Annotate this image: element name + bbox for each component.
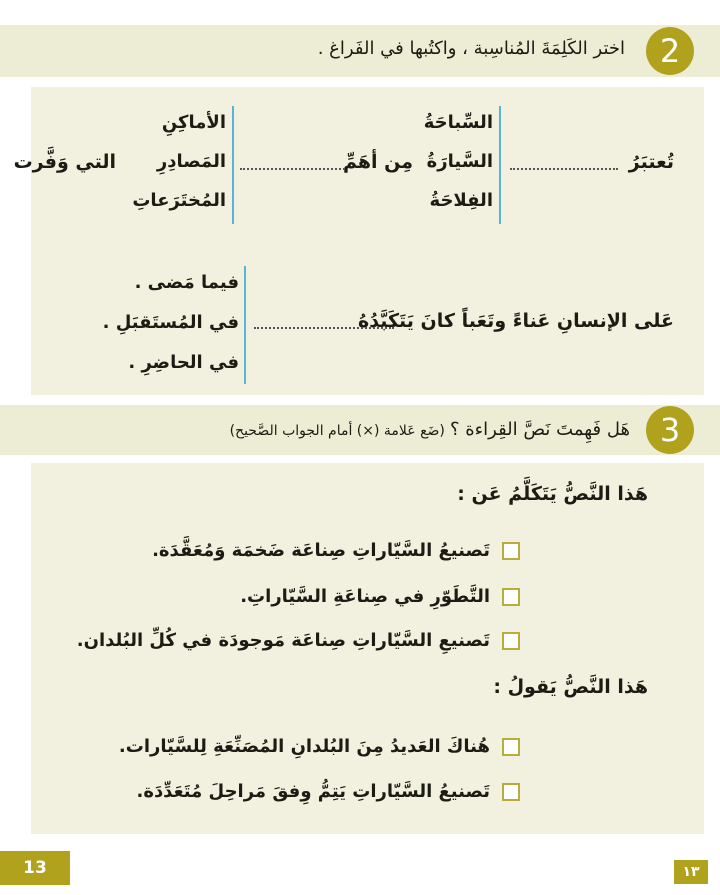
sentence-1-option-b1: الأماكِنِ: [161, 112, 226, 133]
checkbox[interactable]: [502, 738, 520, 756]
sentence-1-option-a3: الفِلاحَةُ: [429, 190, 493, 211]
exercise-3-question: هَل فَهِمتَ نَصَّ القِراءة ؟: [449, 419, 630, 440]
sentence-2-text: عَلى الإنسانِ عَناءً وتَعَباً كانَ يَتَكَبَّدُهُ: [358, 310, 674, 332]
sentence-1-option-b2: المَصادِرِ: [156, 151, 226, 172]
choice-text: تَصنيعِ السَّيّاراتِ صِناعَة مَوجودَة في كُلِّ البُلدان.: [76, 630, 490, 651]
question-1-choice-3[interactable]: [77, 630, 520, 651]
choice-text: التَّطَوّرِ في صِناعَةِ السَّيّاراتِ.: [240, 586, 490, 607]
sentence-1-end: التي وَفَّرت: [13, 151, 116, 173]
checkbox[interactable]: [502, 542, 520, 560]
sentence-1-option-a1: السِّباحَةُ: [423, 112, 493, 133]
question-1-label: هَذا النَّصُّ يَتَكَلَّمُ عَن :: [457, 483, 648, 505]
sentence-2-option-3: في الحاضِرِ .: [128, 352, 239, 373]
sentence-1-divider-a: [499, 106, 501, 224]
sentence-1-blank-2: [240, 168, 345, 170]
sentence-2-option-1: فيما مَضى .: [134, 272, 239, 293]
checkbox[interactable]: [502, 783, 520, 801]
exercise-3-heading: [230, 419, 630, 440]
exercise-2-heading: اختر الكَلِمَةَ المُناسِبة ، واكتُبها في الفَراغ .: [317, 38, 625, 59]
choice-text: هُناكَ العَديدُ مِنَ البُلدانِ المُصَنِّعَةِ لِلسَّيّارات.: [118, 736, 490, 757]
choice-text: تَصنيعُ السَّيّاراتِ صِناعَة ضَخمَة وَمُعَقَّدَة.: [152, 540, 490, 561]
sentence-1-option-a2: السَّيارَةُ: [426, 151, 493, 172]
question-1-choice-1[interactable]: [152, 540, 520, 561]
sentence-2-divider: [244, 266, 246, 384]
checkbox[interactable]: [502, 632, 520, 650]
sentence-2-option-2: في المُستَقبَلِ .: [102, 312, 239, 333]
sentence-1-blank: [510, 168, 618, 170]
question-2-choice-1[interactable]: [119, 736, 520, 757]
sentence-1-option-b3: المُختَرَعاتِ: [132, 190, 226, 211]
sentence-1-middle: مِن أهَمِّ: [342, 151, 413, 173]
checkbox[interactable]: [502, 588, 520, 606]
choice-text: تَصنيعُ السَّيّاراتِ يَتِمُّ وِفقَ مَراحِلَ مُتَعَدِّدَة.: [136, 781, 490, 802]
exercise-3-number-badge: 3: [646, 406, 694, 454]
page-number-left: 13: [0, 851, 70, 885]
exercise-2-panel: [31, 87, 704, 395]
sentence-1-start: تُعتبَرُ: [628, 151, 674, 173]
exercise-2-number-badge: 2: [646, 27, 694, 75]
page-number-right: ١٣: [674, 860, 708, 884]
exercise-3-instruction: (ضَع عَلامة (×) أمام الجواب الصَّحيح): [229, 423, 445, 439]
sentence-2-blank: [254, 327, 394, 329]
question-2-label: هَذا النَّصُّ يَقولُ :: [493, 676, 648, 698]
sentence-1-divider-b: [232, 106, 234, 224]
question-2-choice-2[interactable]: [136, 781, 520, 802]
question-1-choice-2[interactable]: [240, 586, 520, 607]
